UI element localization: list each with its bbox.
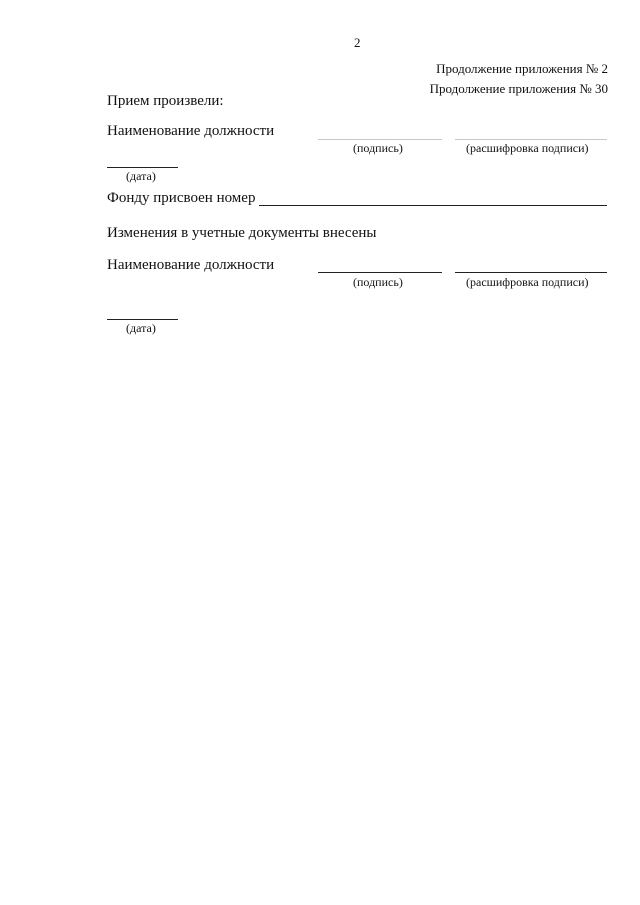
date-line-1 [107,167,178,168]
position-label-1: Наименование должности [107,123,275,139]
decoding-caption-1: (расшифровка подписи) [466,141,589,155]
acceptance-title: Прием произвели: [107,93,224,109]
page-number: 2 [354,35,361,50]
fund-number-line [259,205,607,206]
date-line-2 [107,319,178,320]
fund-number-label: Фонду присвоен номер [107,190,256,206]
decoding-caption-2: (расшифровка подписи) [466,275,589,289]
decoding-line-1 [455,139,607,140]
continuation-header-1: Продолжение приложения № 2 [436,61,608,76]
signature-caption-2: (подпись) [353,275,403,289]
decoding-line-2 [455,272,607,273]
date-caption-2: (дата) [126,321,156,335]
date-caption-1: (дата) [126,169,156,183]
signature-line-2 [318,272,442,273]
position-label-2: Наименование должности [107,257,275,273]
signature-caption-1: (подпись) [353,141,403,155]
signature-line-1 [318,139,442,140]
continuation-header-2: Продолжение приложения № 30 [429,81,608,96]
changes-title: Изменения в учетные документы внесены [107,225,377,241]
